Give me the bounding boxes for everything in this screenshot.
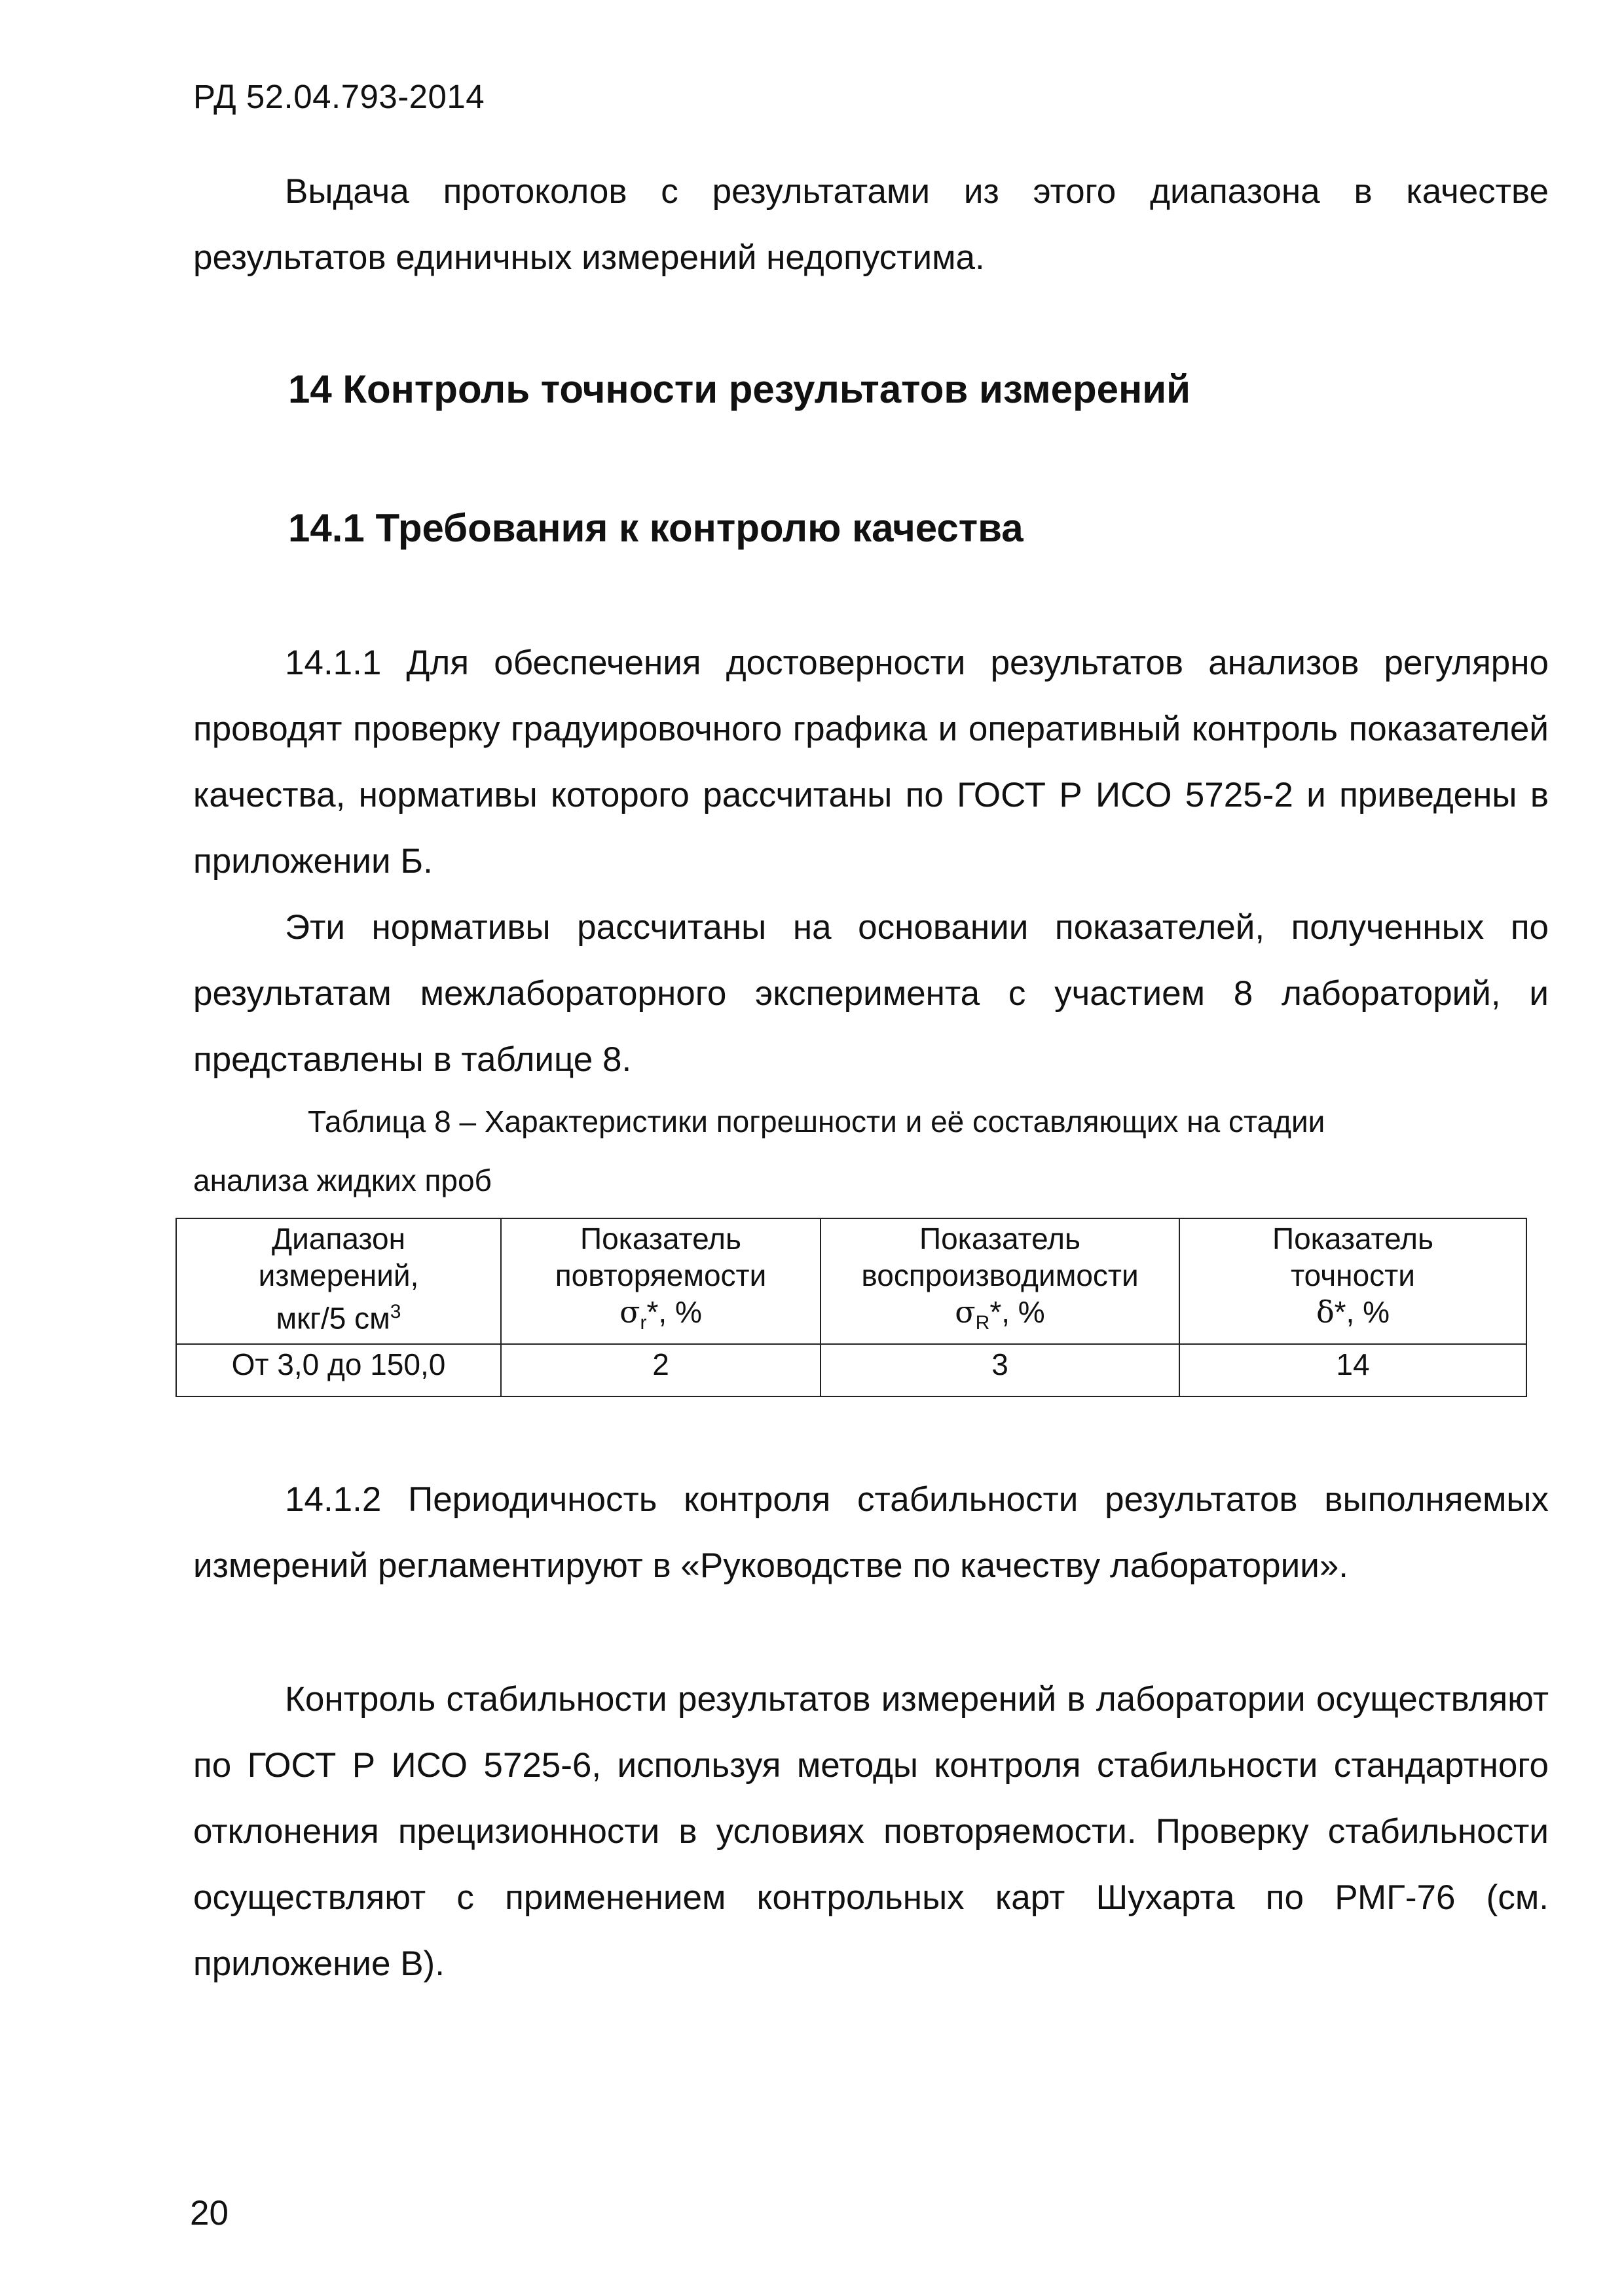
table-caption-line1-wrap xyxy=(193,1092,1549,1151)
header-range-line2: измерений, xyxy=(258,1258,419,1292)
clause-14-1-2-continuation: Контроль стабильности результатов измерений в лаборатории осуществляют по ГОСТ Р ИСО 5725-6, используя методы контроля стабильности стандартного отклонения прецизионности в условиях повторяемости. Проверку стабильности осуществляют с применением контрольных карт Шухарта по РМГ-76 (см. приложение В). xyxy=(193,1680,1549,1983)
cell-reproducibility: 3 xyxy=(821,1344,1179,1396)
clause-14-1-2-text: 14.1.2 Периодичность контроля стабильности результатов выполняемых измерений регламентируют в «Руководстве по качеству лаборатории». xyxy=(193,1480,1549,1585)
header-accuracy-line2: точности xyxy=(1291,1258,1415,1292)
header-repeatability-line1: Показатель xyxy=(580,1222,741,1256)
header-repeatability xyxy=(501,1218,821,1344)
table-header-row xyxy=(176,1218,1526,1344)
table-row xyxy=(176,1344,1526,1396)
table-caption-line2: анализа жидких проб xyxy=(193,1163,492,1197)
clause-14-1-1-text: 14.1.1 Для обеспечения достоверности результатов анализов регулярно проводят проверку градуировочного графика и оперативный контроль показателей качества, нормативы которого рассчитаны по ГОСТ Р ИСО 5725-2 и приведены в приложении Б. xyxy=(193,644,1549,881)
intro-paragraph-text: Выдача протоколов с результатами из этого диапазона в качестве результатов единичных измерений недопустима. xyxy=(193,172,1549,277)
header-reproducibility-symbol-line xyxy=(825,1294,1175,1341)
characteristics-table xyxy=(175,1218,1527,1397)
section-heading: 14 Контроль точности результатов измерений xyxy=(288,367,1190,411)
header-accuracy xyxy=(1179,1218,1526,1344)
clause-14-1-2-continuation-paragraph xyxy=(193,1666,1549,1997)
page-number: 20 xyxy=(190,2194,229,2232)
intro-paragraph xyxy=(193,158,1549,291)
clause-14-1-1-paragraph xyxy=(193,630,1549,894)
cell-repeatability: 2 xyxy=(501,1344,821,1396)
sigma-R-unit: *, % xyxy=(989,1295,1045,1329)
header-repeatability-symbol-line xyxy=(506,1294,816,1341)
clause-14-1-2 xyxy=(193,1467,1549,1599)
header-range-line1: Диапазон xyxy=(272,1222,405,1256)
sigma-R-subscript: R xyxy=(975,1312,990,1334)
table-caption-line1: Таблица 8 – Характеристики погрешности и её составляющих на стадии xyxy=(308,1104,1325,1139)
cell-range: От 3,0 до 150,0 xyxy=(176,1344,501,1396)
clause-14-1-1-continuation-paragraph xyxy=(193,894,1549,1093)
header-reproducibility xyxy=(821,1218,1179,1344)
delta-symbol: δ xyxy=(1316,1294,1335,1330)
header-range-unit: мкг/5 см xyxy=(276,1301,390,1336)
sigma-r-symbol: σ xyxy=(619,1294,640,1330)
document-code: РД 52.04.793-2014 xyxy=(193,78,485,115)
cell-accuracy: 14 xyxy=(1179,1344,1526,1396)
clause-14-1-1 xyxy=(193,630,1549,1093)
delta-unit: *, % xyxy=(1334,1295,1390,1329)
clause-14-1-1-continuation: Эти нормативы рассчитаны на основании показателей, полученных по результатам межлабораторного эксперимента с участием 8 лабораторий, и представлены в таблице 8. xyxy=(193,908,1549,1079)
table-caption xyxy=(193,1092,1549,1210)
header-repeatability-line2: повторяемости xyxy=(555,1258,767,1292)
clause-14-1-2-paragraph xyxy=(193,1467,1549,1599)
sigma-r-unit: *, % xyxy=(646,1295,702,1329)
subsection-heading: 14.1 Требования к контролю качества xyxy=(288,506,1024,550)
header-range xyxy=(176,1218,501,1344)
header-range-line3 xyxy=(181,1294,496,1336)
sigma-r-subscript: r xyxy=(640,1312,647,1334)
header-range-unit-exponent: 3 xyxy=(390,1301,401,1322)
clause-14-1-2-continuation-block xyxy=(193,1666,1549,1997)
header-reproducibility-line2: воспроизводимости xyxy=(861,1258,1139,1292)
header-reproducibility-line1: Показатель xyxy=(919,1222,1080,1256)
sigma-R-symbol: σ xyxy=(955,1294,976,1330)
header-accuracy-symbol-line xyxy=(1184,1294,1522,1330)
header-accuracy-line1: Показатель xyxy=(1272,1222,1433,1256)
